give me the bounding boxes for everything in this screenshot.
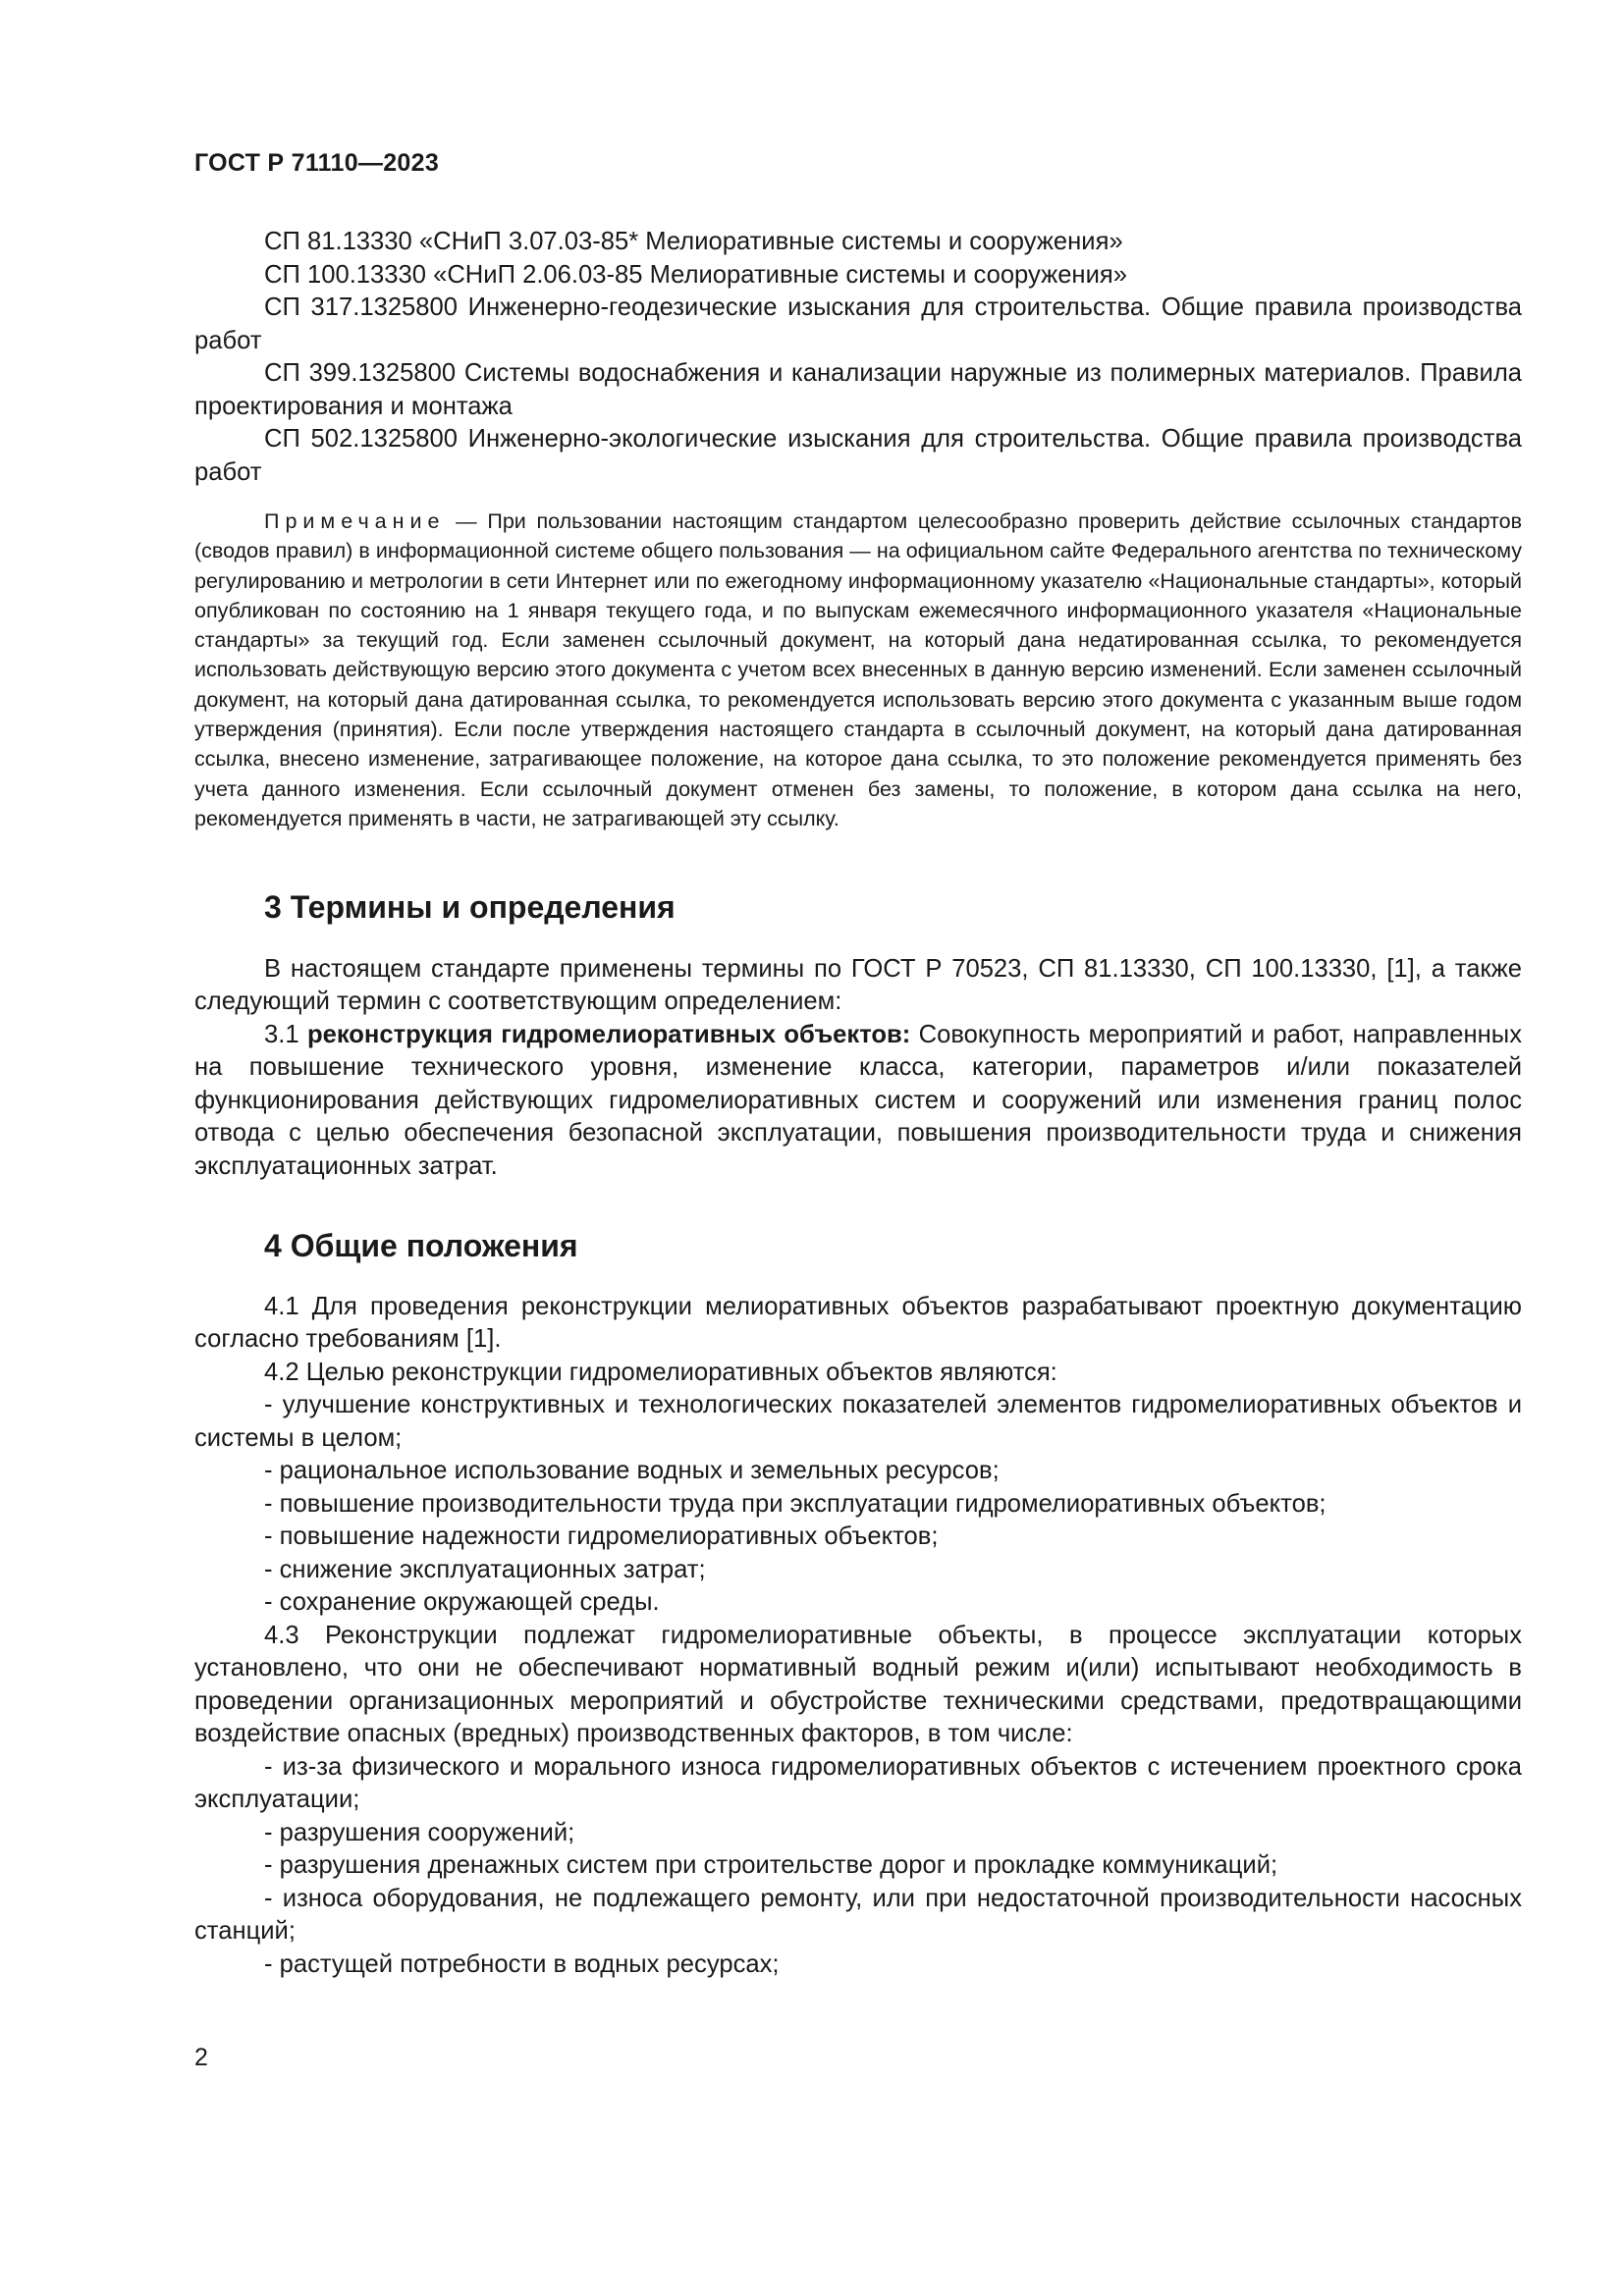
term-name: реконструкция гидромелиоративных объектов:	[306, 1020, 911, 1048]
reason-item: - растущей потребности в водных ресурсах;	[264, 1949, 780, 1978]
note-text: — При пользовании настоящим стандартом целесообразно проверить действие ссылочных стандартов (сводов правил) в информационной системе общего пользования — на официальном сайте Федерального агентства по техническому регулированию и метрологии в сети Интернет или по ежегодному информационному указателю «Национальные стандарты», который опубликован по состоянию на 1 января текущего года, и по выпускам ежемесячного информационного указателя «Национальные стандарты» за текущий год. Если заменен ссылочный документ, на который дана недатированная ссылка, то рекомендуется использовать действующую версию этого документа с учетом всех внесенных в данную версию изменений. Если заменен ссылочный документ, на который дана датированная ссылка, то рекомендуется использовать версию этого документа с указанным выше годом утверждения (принятия). Если после утверждения настоящего стандарта в ссылочный документ, на который дана датированная ссылка, внесено изменение, затрагивающее положение, на которое дана ссылка, то это положение рекомендуется применять без учета данного изменения. Если ссылочный документ отменен без замены, то положение, в котором дана ссылка на него, рекомендуется применять в части, не затрагивающей эту ссылку.	[194, 509, 1522, 830]
clause-4-1: 4.1 Для проведения реконструкции мелиоративных объектов разрабатывают проектную документацию согласно требованиям [1].	[194, 1292, 1522, 1354]
section-3-intro: В настоящем стандарте применены термины по ГОСТ Р 70523, СП 81.13330, СП 100.13330, [1], а также следующий термин с соответствующим определением:	[194, 954, 1522, 1016]
section-heading-4: 4 Общие положения	[264, 1228, 578, 1264]
reference-item: СП 317.1325800 Инженерно-геодезические изыскания для строительства. Общие правила производства работ	[194, 294, 1522, 354]
clause-4-2: 4.2 Целью реконструкции гидромелиоративных объектов являются:	[264, 1358, 1057, 1386]
note-label: Примечание	[264, 509, 446, 533]
running-header: ГОСТ Р 71110—2023	[194, 149, 440, 177]
reason-item: - из-за физического и морального износа гидромелиоративных объектов с истечением проектного срока эксплуатации;	[194, 1752, 1522, 1814]
reference-item: СП 399.1325800 Системы водоснабжения и канализации наружные из полимерных материалов. Правила проектирования и монтажа	[194, 359, 1522, 420]
reference-item: СП 81.13330 «СНиП 3.07.03-85* Мелиоративные системы и сооружения»	[264, 228, 1123, 255]
reason-item: - износа оборудования, не подлежащего ремонту, или при недостаточной производительности насосных станций;	[194, 1884, 1522, 1946]
document-page	[194, 0, 1522, 2296]
term-number: 3.1	[264, 1020, 307, 1048]
goal-item: - повышение надежности гидромелиоративных объектов;	[264, 1522, 939, 1551]
goal-item: - рациональное использование водных и земельных ресурсов;	[264, 1457, 1000, 1485]
reference-item: СП 100.13330 «СНиП 2.06.03-85 Мелиоративные системы и сооружения»	[264, 260, 1127, 289]
reason-item: - разрушения дренажных систем при строительстве дорог и прокладке коммуникаций;	[264, 1851, 1278, 1880]
term-definition	[194, 1019, 1522, 1184]
section-heading-3: 3 Термины и определения	[264, 889, 676, 926]
clause-4-3: 4.3 Реконструкции подлежат гидромелиоративные объекты, в процессе эксплуатации которых установлено, что они не обеспечивают нормативный водный режим и(или) испытывают необходимость в проведении организационных мероприятий и обустройстве техническими средствами, предотвращающими воздействие опасных (вредных) производственных факторов, в том числе:	[194, 1621, 1522, 1748]
goal-item: - сохранение окружающей среды.	[264, 1588, 660, 1617]
goal-item: - улучшение конструктивных и технологических показателей элементов гидромелиоративных объектов и системы в целом;	[194, 1391, 1522, 1452]
note-block	[194, 507, 1522, 833]
goal-item: - повышение производительности труда при эксплуатации гидромелиоративных объектов;	[264, 1489, 1326, 1518]
goal-item: - снижение эксплуатационных затрат;	[264, 1555, 706, 1583]
page-number: 2	[194, 2044, 208, 2071]
reason-item: - разрушения сооружений;	[264, 1818, 575, 1846]
document-body	[194, 226, 1522, 1981]
term-description: Совокупность мероприятий и работ, направленных на повышение технического уровня, изменение класса, категории, параметров и/или показателей функционирования действующих гидромелиоративных систем и сооружений или изменения границ полос отвода с целью обеспечения безопасной эксплуатации, повышения производительности труда и снижения эксплуатационных затрат.	[194, 1020, 1522, 1180]
reference-item: СП 502.1325800 Инженерно-экологические изыскания для строительства. Общие правила производства работ	[194, 425, 1522, 486]
